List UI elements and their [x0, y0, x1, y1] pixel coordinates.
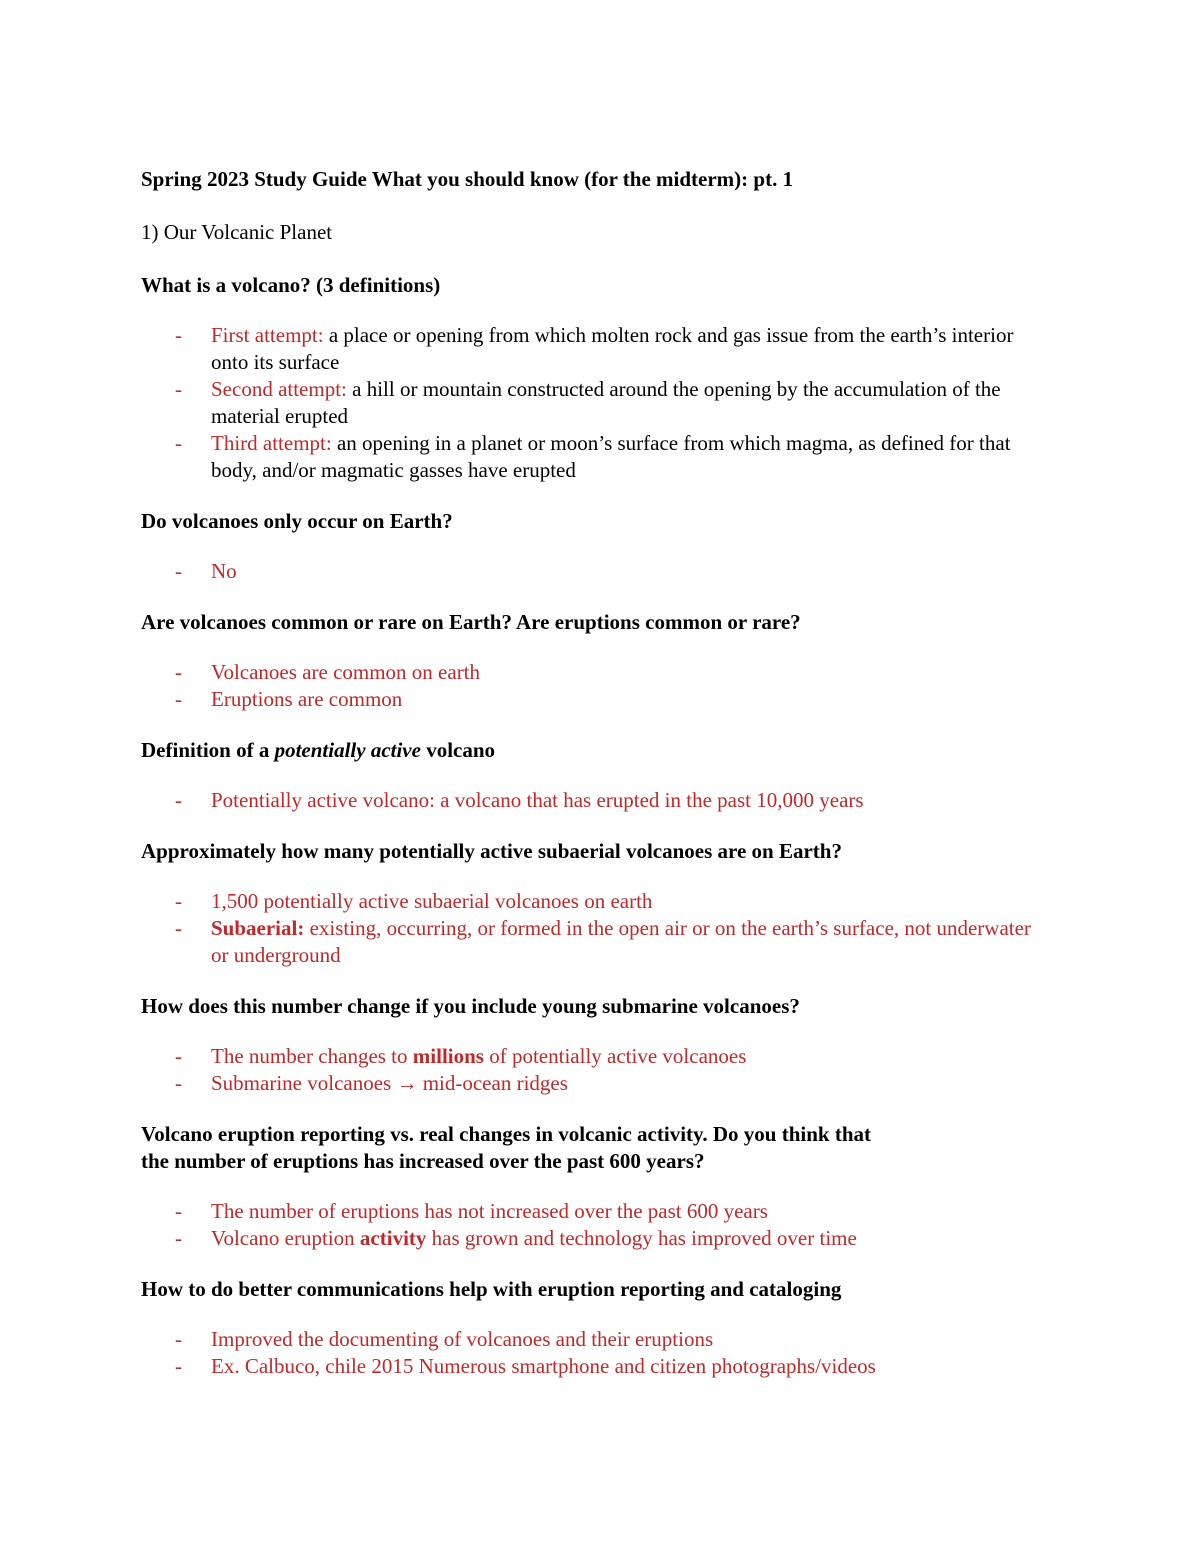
list-dash: -	[175, 1226, 182, 1250]
list-item	[141, 787, 1051, 814]
definition-text: a hill or mountain constructed around the opening by the accumulation of the material erupted	[211, 377, 1001, 428]
question-how-many-subaerial: Approximately how many potentially active subaerial volcanoes are on Earth?	[141, 839, 842, 863]
answer-text: The number of eruptions has not increased over the past 600 years	[211, 1199, 768, 1223]
list-item	[141, 430, 1051, 484]
question-submarine-volcanoes: How does this number change if you include young submarine volcanoes?	[141, 994, 800, 1018]
list-dash: -	[175, 431, 182, 455]
list-item	[141, 558, 1051, 585]
list-item	[141, 915, 1051, 969]
definition-label: Third attempt:	[211, 431, 332, 455]
answer-text: has grown and technology has improved over time	[426, 1226, 857, 1250]
list-dash: -	[175, 660, 182, 684]
answer-list-common-or-rare	[141, 659, 1051, 713]
question-only-on-earth: Do volcanoes only occur on Earth?	[141, 509, 453, 533]
answer-emphasis: activity	[359, 1226, 427, 1250]
document-title: Spring 2023 Study Guide What you should know (for the midterm): pt. 1	[141, 167, 794, 191]
answer-text: of potentially active volcanoes	[483, 1044, 747, 1068]
answer-text: existing, occurring, or formed in the open air or on the earth’s surface, not underwater or underground	[211, 916, 1031, 967]
question-text: Definition of a	[141, 738, 275, 762]
definition-label: First attempt:	[211, 323, 324, 347]
term-label: Subaerial:	[211, 916, 305, 940]
list-dash: -	[175, 687, 182, 711]
list-item	[141, 1225, 1051, 1252]
question-potentially-active-definition	[141, 737, 1051, 764]
list-dash: -	[175, 323, 182, 347]
list-dash: -	[175, 1199, 182, 1223]
answer-text: The number changes to	[211, 1044, 413, 1068]
question-text: the number of eruptions has increased over the past 600 years?	[141, 1149, 705, 1173]
answer-text: No	[211, 559, 237, 583]
list-item	[141, 322, 1051, 376]
question-text: Volcano eruption reporting vs. real changes in volcanic activity. Do you think that	[141, 1122, 871, 1146]
question-what-is-volcano: What is a volcano? (3 definitions)	[141, 273, 441, 297]
list-dash: -	[175, 788, 182, 812]
question-emphasis: potentially active	[274, 738, 421, 762]
answer-text: Ex. Calbuco, chile 2015 Numerous smartphone and citizen photographs/videos	[211, 1354, 876, 1378]
definition-text: an opening in a planet or moon’s surface from which magma, as defined for that body, and/or magmatic gasses have erupted	[211, 431, 1011, 482]
list-item	[141, 659, 1051, 686]
list-item	[141, 376, 1051, 430]
definition-text: a place or opening from which molten rock and gas issue from the earth’s interior onto its surface	[211, 323, 1014, 374]
answer-list-eruption-reporting	[141, 1198, 1051, 1252]
list-item	[141, 1043, 1051, 1070]
question-common-or-rare: Are volcanoes common or rare on Earth? Are eruptions common or rare?	[141, 610, 801, 634]
list-dash: -	[175, 1044, 182, 1068]
question-communications: How to do better communications help with eruption reporting and cataloging	[141, 1277, 842, 1301]
list-dash: -	[175, 916, 182, 940]
list-item	[141, 888, 1051, 915]
list-item	[141, 1198, 1051, 1225]
answer-text: Eruptions are common	[211, 687, 403, 711]
definition-label: Second attempt:	[211, 377, 347, 401]
list-dash: -	[175, 889, 182, 913]
list-dash: -	[175, 1354, 182, 1378]
answer-text: Improved the documenting of volcanoes and their eruptions	[211, 1327, 714, 1351]
answer-text: 1,500 potentially active subaerial volcanoes on earth	[211, 889, 653, 913]
list-item	[141, 686, 1051, 713]
answer-text: Potentially active volcano: a volcano that has erupted in the past 10,000 years	[211, 788, 864, 812]
question-eruption-reporting	[141, 1121, 1051, 1175]
answer-text: Volcano eruption	[211, 1226, 360, 1250]
list-dash: -	[175, 1071, 182, 1095]
answer-list-submarine	[141, 1043, 1051, 1097]
document-body	[141, 166, 1051, 1404]
answer-list-potentially-active	[141, 787, 1051, 814]
list-item	[141, 1353, 1051, 1380]
list-item	[141, 1326, 1051, 1353]
list-dash: -	[175, 1327, 182, 1351]
answer-list-only-on-earth	[141, 558, 1051, 585]
section-heading: 1) Our Volcanic Planet	[141, 220, 333, 244]
list-item	[141, 1070, 1051, 1097]
answer-list-subaerial	[141, 888, 1051, 969]
answer-text: Volcanoes are common on earth	[211, 660, 481, 684]
answer-text: Submarine volcanoes → mid-ocean ridges	[211, 1071, 568, 1095]
answer-emphasis: millions	[412, 1044, 484, 1068]
answer-list-volcano-definitions	[141, 322, 1051, 484]
list-dash: -	[175, 377, 182, 401]
question-text: volcano	[420, 738, 496, 762]
list-dash: -	[175, 559, 182, 583]
answer-list-communications	[141, 1326, 1051, 1380]
